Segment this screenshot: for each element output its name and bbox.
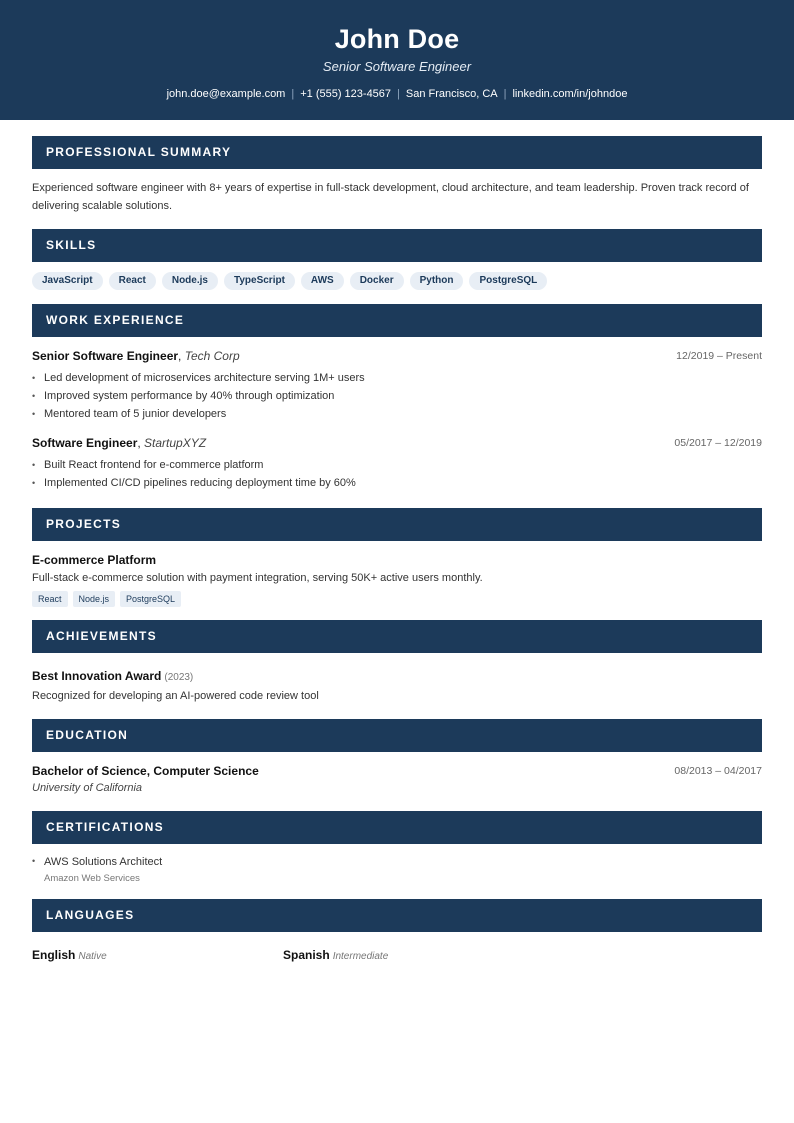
skill-chip: TypeScript — [224, 272, 295, 290]
achievement-entry — [32, 669, 193, 683]
project-tech-list — [32, 591, 181, 607]
section-heading-education: EDUCATION — [32, 719, 762, 752]
section-heading-projects: PROJECTS — [32, 508, 762, 541]
section-heading-languages: LANGUAGES — [32, 899, 762, 932]
contact-linkedin[interactable]: linkedin.com/in/johndoe — [512, 88, 628, 100]
project-description: Full-stack e-commerce solution with payment integration, serving 50K+ active users monthly. — [32, 572, 483, 584]
contact-line — [0, 88, 794, 100]
contact-location: San Francisco, CA — [405, 88, 498, 100]
language-level: Native — [78, 951, 107, 962]
job-bullet: • Improved system performance by 40% through optimization — [32, 387, 762, 405]
achievement-year: (2023) — [164, 672, 194, 683]
contact-phone[interactable]: +1 (555) 123-4567 — [300, 88, 392, 100]
language-name: Spanish — [283, 948, 330, 962]
job-bullet: • Built React frontend for e-commerce platform — [32, 456, 762, 474]
job-role: Senior Software Engineer — [32, 349, 179, 363]
language-level: Intermediate — [332, 951, 389, 962]
job-dates: 12/2019 – Present — [676, 350, 762, 362]
achievement-description: Recognized for developing an AI-powered code review tool — [32, 690, 319, 702]
contact-separator: | — [397, 88, 400, 100]
section-heading-certifications: CERTIFICATIONS — [32, 811, 762, 844]
job-company: StartupXYZ — [144, 436, 207, 450]
skill-chip: PostgreSQL — [469, 272, 547, 290]
section-heading-summary: PROFESSIONAL SUMMARY — [32, 136, 762, 169]
language-name: English — [32, 948, 76, 962]
contact-separator: | — [291, 88, 295, 100]
skill-chip: JavaScript — [32, 272, 103, 290]
skill-chip: Node.js — [162, 272, 218, 290]
skill-chip: Python — [410, 272, 464, 290]
section-heading-experience: WORK EXPERIENCE — [32, 304, 762, 337]
tech-tag: Node.js — [73, 591, 116, 607]
tech-tag: PostgreSQL — [120, 591, 181, 607]
resume-header — [0, 0, 794, 120]
job-title: Senior Software Engineer — [322, 59, 472, 74]
language-entry — [283, 948, 388, 962]
job-bullet: • Mentored team of 5 junior developers — [32, 405, 762, 423]
language-entry — [32, 948, 107, 962]
summary-text: Experienced software engineer with 8+ years of expertise in full-stack development, cloud architecture, and team leadership. Proven track record of delivering scalable solutions. — [32, 182, 749, 212]
project-name: E-commerce Platform — [32, 553, 157, 567]
skill-chip: React — [109, 272, 156, 290]
job-dates: 05/2017 – 12/2019 — [674, 437, 762, 449]
education-entry-header — [32, 764, 762, 778]
certification-issuer: Amazon Web Services — [44, 873, 140, 884]
tech-tag: React — [32, 591, 68, 607]
job-bullets — [32, 369, 762, 423]
contact-email[interactable]: john.doe@example.com — [166, 88, 286, 100]
skills-list — [32, 272, 547, 290]
job-bullets — [32, 456, 762, 492]
section-heading-skills: SKILLS — [32, 229, 762, 262]
skill-chip: AWS — [301, 272, 344, 290]
person-name: John Doe — [334, 24, 460, 54]
certification-name: • AWS Solutions Architect — [32, 856, 162, 868]
education-school: University of California — [32, 782, 143, 794]
achievement-name: Best Innovation Award — [32, 669, 162, 683]
contact-separator: | — [503, 88, 507, 100]
job-entry-header: Senior Software Engineer, Tech Corp 12/2019 – Present — [32, 349, 762, 363]
section-heading-achievements: ACHIEVEMENTS — [32, 620, 762, 653]
education-degree: Bachelor of Science, Computer Science — [32, 764, 259, 778]
skill-chip: Docker — [350, 272, 404, 290]
job-bullet: • Implemented CI/CD pipelines reducing deployment time by 60% — [32, 474, 762, 492]
education-dates: 08/2013 – 04/2017 — [674, 765, 762, 777]
job-entry-header: Software Engineer, StartupXYZ 05/2017 – 12/2019 — [32, 436, 762, 450]
job-company: Tech Corp — [184, 349, 240, 363]
job-bullet: • Led development of microservices architecture serving 1M+ users — [32, 369, 762, 387]
job-role: Software Engineer — [32, 436, 138, 450]
